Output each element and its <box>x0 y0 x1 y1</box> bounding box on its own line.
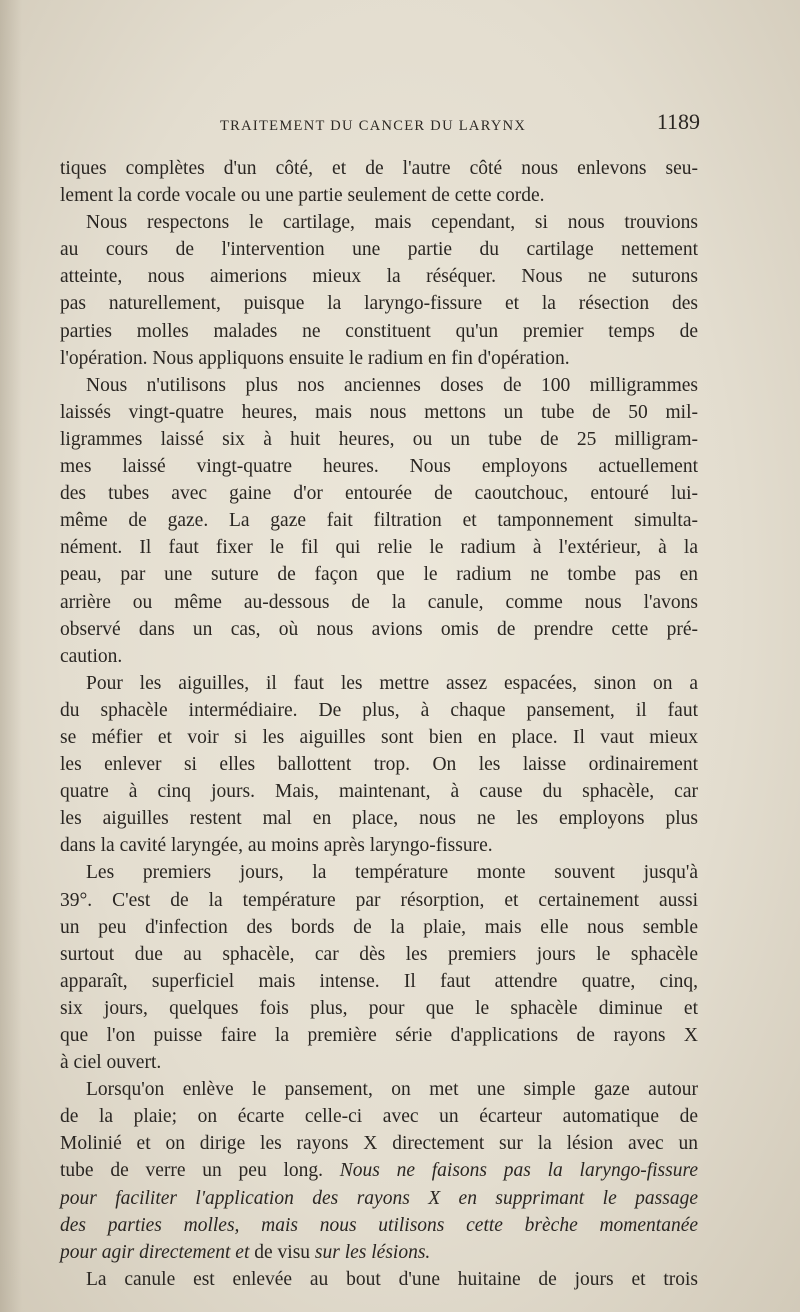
text-line: atteinte, nous aimerions mieux la réséquer. Nous ne suturons <box>60 266 698 288</box>
page-number: 1189 <box>656 109 700 134</box>
text-line: du sphacèle intermédiaire. De plus, à chaque pansement, il faut <box>60 699 698 721</box>
text-line <box>60 1157 698 1184</box>
text-line: de la plaie; on écarte celle-ci avec un écarteur automatique de <box>60 1106 698 1128</box>
text-line: des parties molles, mais nous utilisons cette brèche momentanée <box>60 1214 698 1236</box>
text-line: ligrammes laissé six à huit heures, ou un tube de 25 milligram- <box>60 428 698 450</box>
text-line: peau, par une suture de façon que le radium ne tombe pas en <box>60 564 698 586</box>
text-line: à ciel ouvert. <box>60 1052 162 1074</box>
text-line: pour faciliter l'application des rayons X en supprimant le passage <box>60 1187 698 1209</box>
text-line: au cours de l'intervention une partie du cartilage nettement <box>60 239 698 261</box>
text-line: Lorsqu'on enlève le pansement, on met une simple gaze autour <box>86 1079 698 1101</box>
text-italic: Nous ne faisons pas la laryngo-fissure <box>339 1160 698 1182</box>
text-line: Nous respectons le cartilage, mais cependant, si nous trouvions <box>86 212 698 234</box>
text-line: Pour les aiguilles, il faut les mettre assez espacées, sinon on a <box>86 672 698 694</box>
text-line: des tubes avec gaine d'or entourée de caoutchouc, entouré lui- <box>60 483 698 505</box>
text-line: caution. <box>60 645 123 667</box>
text-line: même de gaze. La gaze fait filtration et tamponnement simulta- <box>60 510 698 532</box>
text-roman: tube de verre un peu long. <box>60 1160 340 1182</box>
text-italic: sur les lésions. <box>310 1241 431 1263</box>
page-header <box>60 106 700 140</box>
text-line: Nous n'utilisons plus nos anciennes doses de 100 milligrammes <box>86 374 698 396</box>
text-line: les enlever si elles ballottent trop. On les laisse ordinairement <box>60 754 698 776</box>
text-line: Les premiers jours, la température monte souvent jusqu'à <box>86 862 698 884</box>
text-line: apparaît, superficiel mais intense. Il faut attendre quatre, cinq, <box>60 970 698 992</box>
text-line: lement la corde vocale ou une partie seulement de cette corde. <box>60 185 545 207</box>
text-line: laissés vingt-quatre heures, mais nous mettons un tube de 50 mil- <box>60 401 698 423</box>
text-line: que l'on puisse faire la première série d'applications de rayons X <box>60 1025 698 1046</box>
text-line: 39°. C'est de la température par résorption, et certainement aussi <box>60 889 698 911</box>
text-roman: de visu <box>254 1241 311 1263</box>
running-head: TRAITEMENT DU CANCER DU LARYNX <box>220 118 527 134</box>
text-line <box>60 1239 698 1266</box>
text-line: observé dans un cas, où nous avions omis de prendre cette pré- <box>60 618 698 640</box>
text-line: arrière ou même au-dessous de la canule, comme nous l'avons <box>60 591 698 613</box>
text-line: se méfier et voir si les aiguilles sont bien en place. Il vaut mieux <box>60 726 698 748</box>
text-italic: pour agir directement et <box>60 1241 255 1263</box>
text-line: six jours, quelques fois plus, pour que le sphacèle diminue et <box>60 997 698 1019</box>
text-line: l'opération. Nous appliquons ensuite le radium en fin d'opération. <box>60 347 570 369</box>
text-line: nément. Il faut fixer le fil qui relie le radium à l'extérieur, à la <box>60 537 698 559</box>
text-line: quatre à cinq jours. Mais, maintenant, à cause du sphacèle, car <box>60 781 698 803</box>
text-line: pas naturellement, puisque la laryngo-fissure et la résection des <box>60 293 698 315</box>
text-line: tiques complètes d'un côté, et de l'autre côté nous enlevons seu- <box>60 158 698 179</box>
text-line: La canule est enlevée au bout d'une huitaine de jours et trois <box>86 1268 698 1290</box>
text-line: les aiguilles restent mal en place, nous ne les employons plus <box>60 808 698 830</box>
text-line: un peu d'infection des bords de la plaie, mais elle nous semble <box>60 916 698 938</box>
text-line: parties molles malades ne constituent qu'un premier temps de <box>60 320 698 342</box>
text-line: surtout due au sphacèle, car dès les premiers jours le sphacèle <box>60 943 698 965</box>
text-line: dans la cavité laryngée, au moins après laryngo-fissure. <box>60 835 493 857</box>
text-line: Molinié et on dirige les rayons X directement sur la lésion avec un <box>60 1133 698 1155</box>
page-body <box>60 155 698 1293</box>
text-line: mes laissé vingt-quatre heures. Nous employons actuellement <box>60 456 698 478</box>
